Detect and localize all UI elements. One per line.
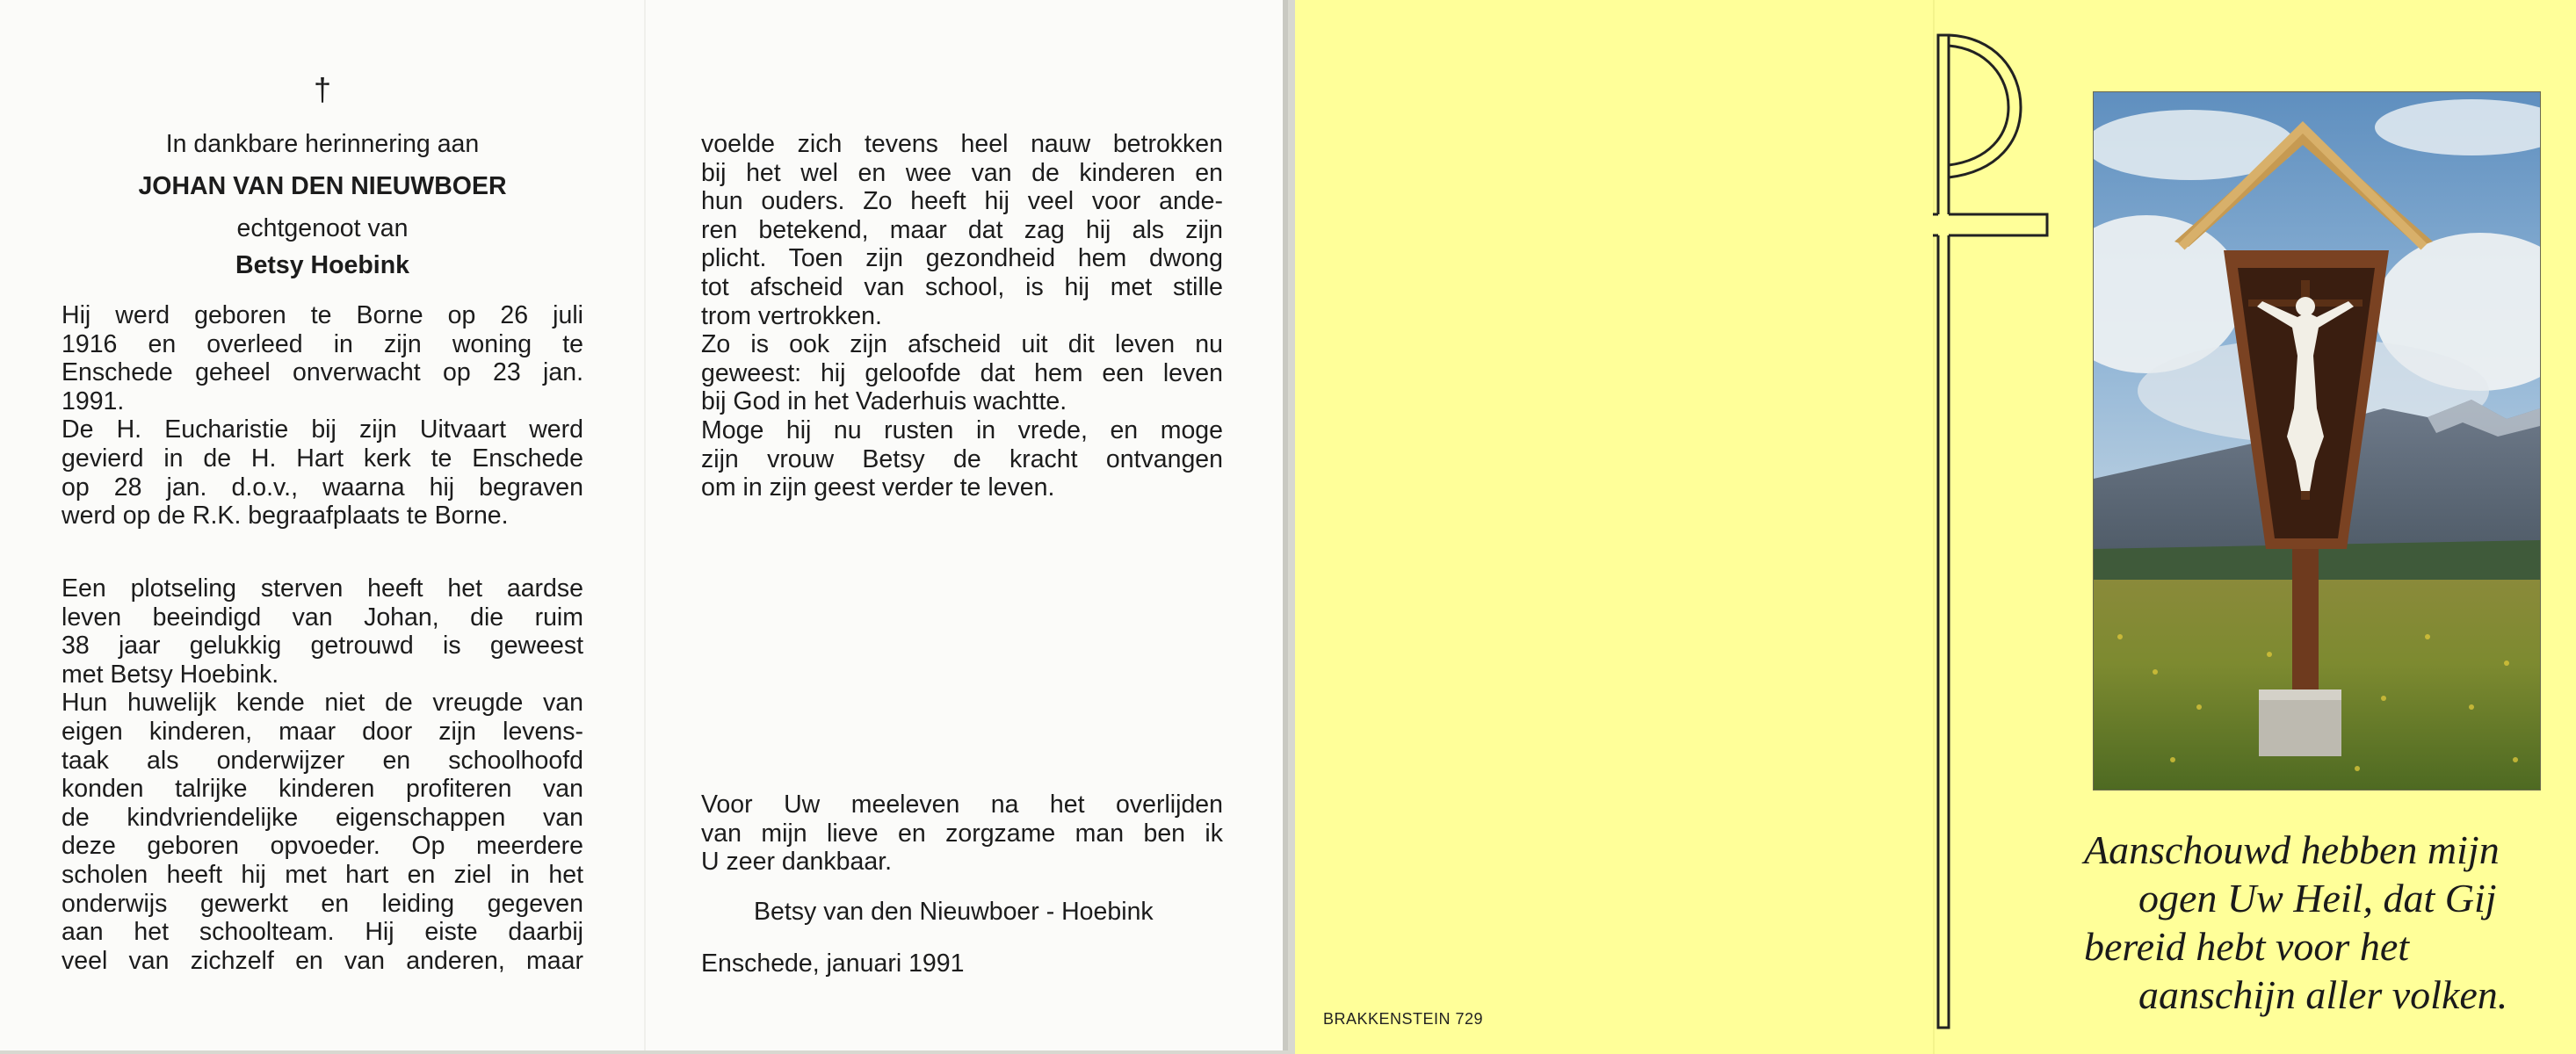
text-line: scholen heeft hij met hart en ziel in het — [62, 860, 583, 889]
text-line: U zeer dankbaar. — [701, 848, 893, 877]
text-line: gevierd in de H. Hart kerk te Enschede — [62, 444, 583, 473]
text-line: tot afscheid van school, is hij met stille — [701, 272, 1223, 301]
cross-symbol: † — [313, 71, 332, 107]
text-line: Enschede geheel onverwacht op 23 jan. — [62, 358, 583, 387]
text-line: trom vertrokken. — [701, 301, 882, 330]
text-line: taak als onderwijzer en schoolhoofd — [62, 746, 583, 775]
text-line: Voor Uw meeleven na het overlijden — [701, 790, 1223, 819]
text-line: eigen kinderen, maar door zijn levens- — [62, 717, 583, 746]
verse-line: aanschijn aller volken. — [2138, 972, 2508, 1017]
text-line: zijn vrouw Betsy de kracht ontvangen — [701, 444, 1223, 473]
text-line: deze geboren opvoeder. Op meerdere — [62, 832, 583, 861]
text-line: bij het wel en wee van de kinderen en — [701, 158, 1223, 187]
text-line: De H. Eucharistie bij zijn Uitvaart werd — [62, 415, 583, 444]
text-line: Moge hij nu rusten in vrede, en moge — [701, 415, 1223, 444]
thanks-paragraph — [701, 790, 1223, 877]
text-line: plicht. Toen zijn gezondheid hem dwong — [701, 244, 1223, 273]
deceased-name: JOHAN VAN DEN NIEUWBOER — [138, 172, 507, 200]
relation-line: echtgenoot van — [236, 214, 409, 242]
text-line: leven beeindigd van Johan, die ruim — [62, 603, 583, 632]
verse-line: ogen Uw Heil, dat Gij — [2138, 876, 2497, 920]
verse-line: bereid hebt voor het — [2084, 924, 2410, 969]
place-date: Enschede, januari 1991 — [701, 949, 965, 978]
chi-rho-staff-icon — [1933, 26, 2073, 1036]
wayside-crucifix-image — [2094, 92, 2540, 790]
text-line: onderwijs gewerkt en leiding gegeven — [62, 889, 583, 918]
text-line: Zo is ook zijn afscheid uit dit leven nu — [701, 330, 1223, 359]
spouse-name: Betsy Hoebink — [235, 251, 409, 279]
verse-line: Aanschouwd hebben mijn — [2084, 827, 2500, 872]
text-line: van mijn lieve en zorgzame man ben ik — [701, 819, 1223, 848]
wayside-crucifix-photo — [2093, 91, 2541, 790]
inside-fold — [644, 0, 646, 1050]
text-line: voelde zich tevens heel nauw betrokken — [701, 130, 1223, 158]
inside-spread — [0, 0, 1288, 1050]
text-line: konden talrijke kinderen profiteren van — [62, 775, 583, 804]
text-line: de kindvriendelijke eigenschappen van — [62, 803, 583, 832]
intro-line: In dankbare herinnering aan — [165, 130, 480, 158]
text-line: op 28 jan. d.o.v., waarna hij begraven — [62, 473, 583, 502]
tribute-continued-paragraph — [701, 130, 1223, 502]
biography-paragraph — [62, 301, 583, 531]
signature: Betsy van den Nieuwboer - Hoebink — [754, 898, 1154, 926]
text-line: 1991. — [62, 386, 125, 415]
publisher-code: BRAKKENSTEIN 729 — [1323, 1010, 1484, 1028]
text-line: veel van zichzelf en van anderen, maar — [62, 946, 583, 975]
text-line: om in zijn geest verder te leven. — [701, 473, 1055, 502]
text-line: hun ouders. Zo heeft hij veel voor ande- — [701, 187, 1223, 216]
text-line: Hun huwelijk kende niet de vreugde van — [62, 689, 583, 718]
text-line: Een plotseling sterven heeft het aardse — [62, 574, 583, 603]
text-line: werd op de R.K. begraafplaats te Borne. — [62, 502, 509, 531]
text-line: ren betekend, maar dat zag hij als zijn — [701, 215, 1223, 244]
bible-verse — [2084, 826, 2558, 1019]
text-line: Hij werd geboren te Borne op 26 juli — [62, 301, 583, 329]
tribute-paragraph — [62, 574, 583, 975]
text-line: met Betsy Hoebink. — [62, 660, 279, 689]
text-line: aan het schoolteam. Hij eiste daarbij — [62, 918, 583, 947]
text-line: bij God in het Vaderhuis wachtte. — [701, 387, 1067, 416]
text-line: 1916 en overleed in zijn woning te — [62, 329, 583, 358]
text-line: geweest: hij geloofde dat hem een leven — [701, 358, 1223, 387]
text-line: 38 jaar gelukkig getrouwd is geweest — [62, 632, 583, 661]
